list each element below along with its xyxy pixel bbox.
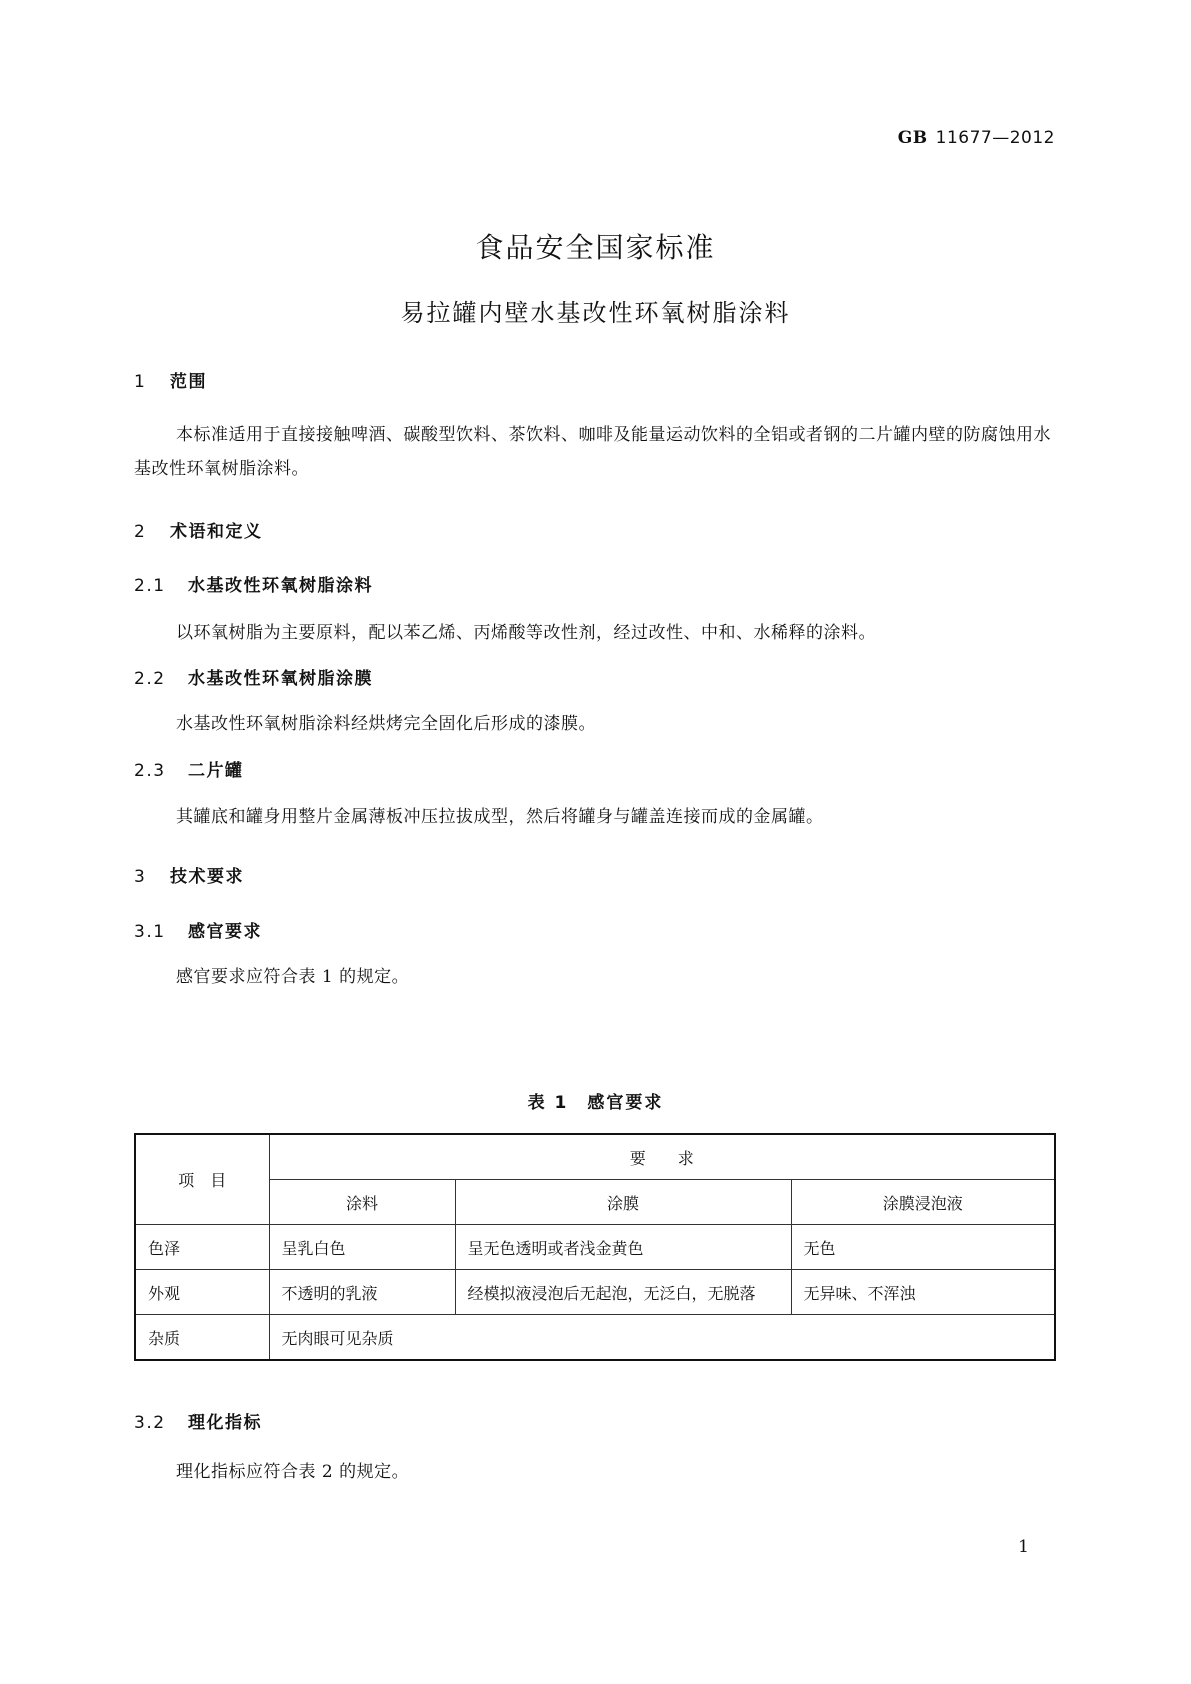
table-row — [135, 1315, 1055, 1361]
header-item: 项 目 — [135, 1134, 269, 1225]
page-subtitle: 易拉罐内壁水基改性环氧树脂涂料 — [400, 299, 791, 327]
section-2-heading: 2 术语和定义 — [134, 522, 263, 542]
standard-number — [898, 128, 1055, 148]
table-cell: 经模拟液浸泡后无起泡，无泛白，无脱落 — [455, 1270, 791, 1315]
section-2-2-heading: 2.2 水基改性环氧树脂涂膜 — [134, 669, 373, 689]
section-2-1-paragraph: 以环氧树脂为主要原料，配以苯乙烯、丙烯酸等改性剂，经过改性、中和、水稀释的涂料。 — [176, 623, 876, 643]
table-cell: 无肉眼可见杂质 — [269, 1315, 1055, 1361]
section-2-3-heading: 2.3 二片罐 — [134, 761, 244, 781]
section-3-heading: 3 技术要求 — [134, 867, 244, 887]
section-1-heading: 1 范围 — [134, 372, 207, 392]
table-header-row — [135, 1134, 1055, 1180]
page-title: 食品安全国家标准 — [475, 231, 716, 264]
section-3-2-heading: 3.2 理化指标 — [134, 1413, 262, 1433]
section-3-1-paragraph: 感官要求应符合表 1 的规定。 — [176, 967, 410, 987]
table-cell: 外观 — [135, 1270, 269, 1315]
table-cell: 色泽 — [135, 1225, 269, 1270]
section-3-1-heading: 3.1 感官要求 — [134, 922, 262, 942]
subheader-soak-liquid: 涂膜浸泡液 — [791, 1180, 1055, 1225]
table-cell: 无色 — [791, 1225, 1055, 1270]
page-number: 1 — [1018, 1537, 1029, 1557]
table-cell: 杂质 — [135, 1315, 269, 1361]
table-cell: 呈乳白色 — [269, 1225, 455, 1270]
section-1-paragraph: 本标准适用于直接接触啤酒、碳酸型饮料、茶饮料、咖啡及能量运动饮料的全铝或者钢的二片罐内壁的防腐蚀用水基改性环氧树脂涂料。 — [134, 425, 1051, 479]
subheader-coating: 涂料 — [269, 1180, 455, 1225]
table-cell: 不透明的乳液 — [269, 1270, 455, 1315]
subheader-film: 涂膜 — [455, 1180, 791, 1225]
section-2-2-paragraph: 水基改性环氧树脂涂料经烘烤完全固化后形成的漆膜。 — [176, 714, 596, 734]
section-2-1-heading: 2.1 水基改性环氧树脂涂料 — [134, 576, 373, 596]
table-subheader-row — [135, 1180, 1055, 1225]
table-cell: 呈无色透明或者浅金黄色 — [455, 1225, 791, 1270]
table-row — [135, 1225, 1055, 1270]
section-2-3-paragraph: 其罐底和罐身用整片金属薄板冲压拉拔成型，然后将罐身与罐盖连接而成的金属罐。 — [176, 807, 824, 827]
gb-prefix: GB — [897, 128, 928, 148]
table-1-caption: 表 1 感官要求 — [527, 1093, 664, 1113]
table-cell: 无异味、不浑浊 — [791, 1270, 1055, 1315]
table-1 — [134, 1133, 1056, 1361]
header-requirement: 要 求 — [269, 1134, 1055, 1180]
table-row — [135, 1270, 1055, 1315]
standard-code: 11677—2012 — [935, 128, 1055, 148]
section-3-2-paragraph: 理化指标应符合表 2 的规定。 — [176, 1462, 410, 1482]
